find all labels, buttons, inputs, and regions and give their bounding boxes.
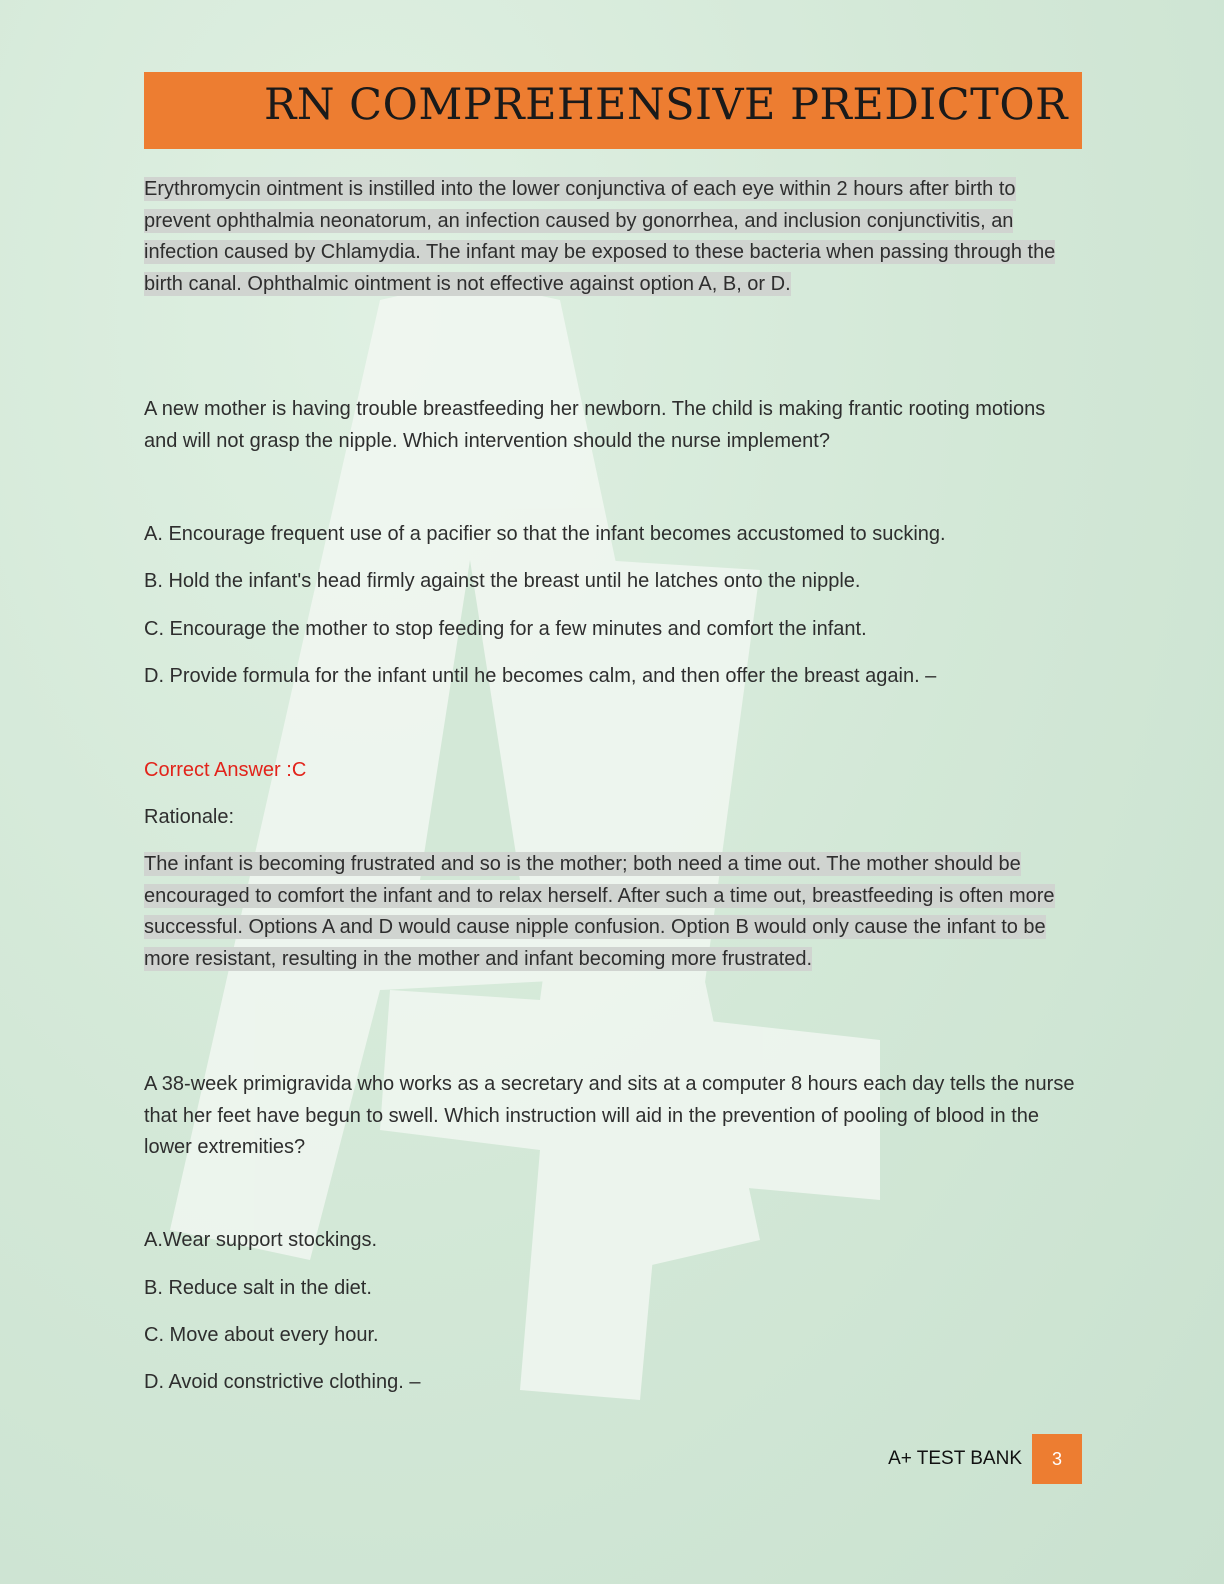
question-1-rationale-text: The infant is becoming frustrated and so is the mother; both need a time out. The mother should be encouraged to comfort the infant and to relax herself. After such a time out, breastfeeding is often more successful. Options A and D would cause nipple confusion. Option B would only cause the infant to be more resistant, resulting in the mother and infant becoming more frustrated. (144, 853, 1055, 970)
intro-rationale-paragraph (144, 174, 1084, 300)
question-1-stem: A new mother is having trouble breastfeeding her newborn. The child is making frantic rooting motions and will not grasp the nipple. Which intervention should the nurse implement? (144, 398, 1046, 452)
page-number-box (1032, 1434, 1082, 1484)
question-1-option-a: A. Encourage frequent use of a pacifier so that the infant becomes accustomed to sucking. (144, 523, 946, 545)
header-band (144, 72, 1082, 149)
page-number: 3 (1051, 1448, 1062, 1469)
question-1-option-b: B. Hold the infant's head firmly against the breast until he latches onto the nipple. (144, 570, 861, 592)
question-2-option-d: D. Avoid constrictive clothing. – (144, 1371, 421, 1393)
question-1-option-d: D. Provide formula for the infant until he becomes calm, and then offer the breast again. – (144, 665, 937, 687)
question-2-option-c: C. Move about every hour. (144, 1324, 379, 1346)
question-2-option-b: B. Reduce salt in the diet. (144, 1277, 372, 1299)
footer-label: A+ TEST BANK (888, 1448, 1022, 1469)
page-title: RN COMPREHENSIVE PREDICTOR (264, 80, 1068, 130)
question-1-option-c: C. Encourage the mother to stop feeding for a few minutes and comfort the infant. (144, 618, 867, 640)
intro-rationale-text: Erythromycin ointment is instilled into the lower conjunctiva of each eye within 2 hours after birth to prevent ophthalmia neonatorum, an infection caused by gonorrhea, and inclusion conjunctivitis, an infection caused by Chlamydia. The infant may be exposed to these bacteria when passing through the birth canal. Ophthalmic ointment is not effective against option A, B, or D. (144, 178, 1056, 295)
question-1-correct-answer: Correct Answer :C (144, 759, 307, 781)
question-2-stem: A 38-week primigravida who works as a secretary and sits at a computer 8 hours each day tells the nurse that her feet have begun to swell. Which instruction will aid in the prevention of pooling of blood in the lower extremities? (144, 1073, 1075, 1158)
question-2-option-a: A.Wear support stockings. (144, 1229, 378, 1251)
question-1-rationale-paragraph (144, 849, 1084, 975)
question-1-rationale-label: Rationale: (144, 806, 235, 828)
